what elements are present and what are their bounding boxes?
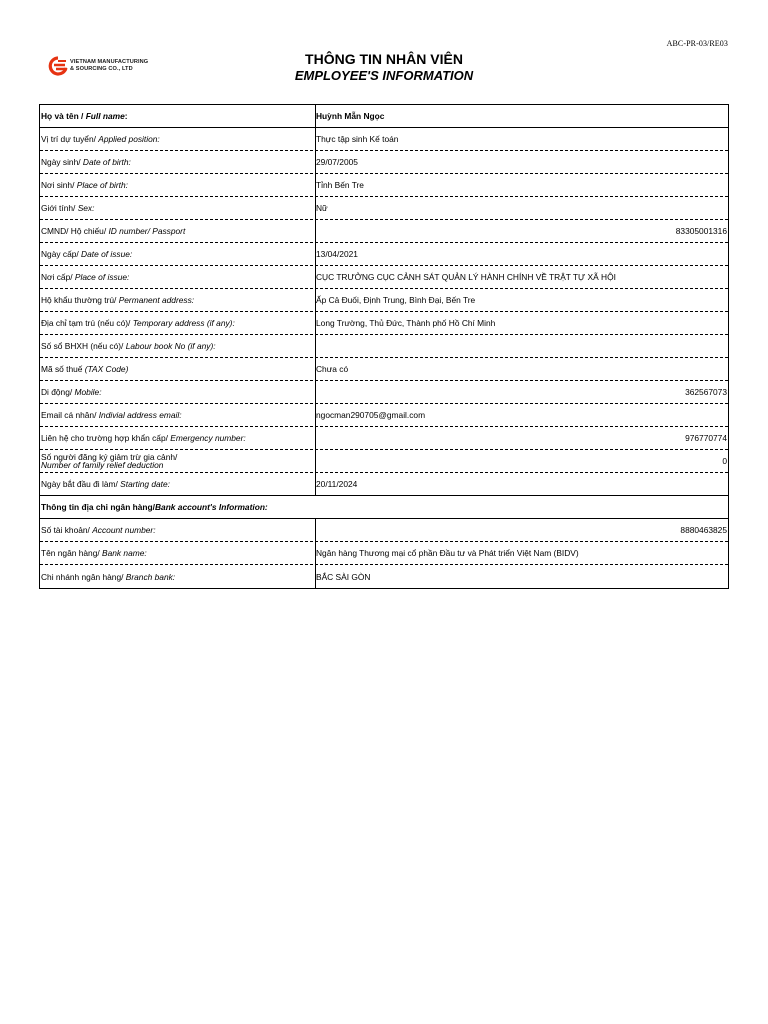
field-value (316, 335, 728, 357)
field-label (40, 220, 316, 242)
field-label-vn: Họ và tên / (41, 111, 86, 121)
table-row (40, 151, 728, 174)
field-value: 8880463825 (680, 525, 727, 535)
field-value: 83305001316 (675, 226, 727, 236)
field-label (40, 335, 316, 357)
field-label (40, 427, 316, 449)
field-label-en: Bank name: (102, 548, 147, 558)
bank-section-header (40, 496, 728, 519)
field-label-vn: Liên hệ cho trường hợp khẩn cấp/ (41, 433, 171, 443)
field-label-vn: Tên ngân hàng/ (41, 548, 103, 558)
field-label-en: Branch bank: (125, 571, 176, 582)
field-label (40, 289, 316, 311)
field-label-vn: Hộ khẩu thường trú/ (41, 295, 119, 305)
table-row (40, 266, 728, 289)
field-label-en: Sex: (77, 203, 95, 213)
field-label (40, 151, 316, 173)
table-row (40, 473, 728, 496)
field-label (40, 128, 316, 150)
bank-section-label (40, 496, 728, 518)
table-row (40, 105, 728, 128)
table-row (40, 404, 728, 427)
field-value: Ấp Cả Đuối, Định Trung, Bình Đại, Bến Tre (316, 295, 476, 305)
field-label-suffix: : (124, 111, 128, 121)
field-label-vn: Số tài khoản/ (41, 525, 93, 535)
field-label-vn: Ngày sinh/ (41, 157, 83, 167)
field-label-vn: Di động/ (41, 387, 75, 397)
table-row (40, 427, 728, 450)
field-label-vn: Email cá nhân/ (41, 410, 99, 420)
field-label-en: Starting date: (120, 479, 170, 489)
field-label-vn: Nơi cấp/ (41, 272, 75, 282)
field-value: Huỳnh Mẫn Ngọc (316, 111, 385, 121)
field-value: Chưa có (316, 364, 349, 374)
table-row (40, 243, 728, 266)
field-value: 976770774 (685, 433, 727, 443)
field-label-en: Temporary address (if any): (132, 318, 235, 328)
field-label-vn: Chi nhánh ngân hàng/ (41, 571, 126, 582)
table-row (40, 312, 728, 335)
field-value: 29/07/2005 (316, 157, 358, 167)
field-label (40, 404, 316, 426)
field-value: BẮC SÀI GÒN (316, 571, 371, 582)
field-label-vn: Giới tính/ (41, 203, 78, 213)
table-row (40, 519, 728, 542)
table-row (40, 358, 728, 381)
field-value: Ngân hàng Thương mại cổ phần Đầu tư và Phát triển Việt Nam (BIDV) (316, 548, 579, 558)
field-label-vn: Vị trí dự tuyển/ (41, 134, 99, 144)
table-row (40, 128, 728, 151)
field-label-en: Date of birth: (82, 157, 131, 167)
field-value: 20/11/2024 (316, 479, 358, 489)
table-row (40, 220, 728, 243)
bank-section-label-vn: Thông tin địa chỉ ngân hàng/ (41, 502, 155, 512)
field-label-en: Permanent address: (118, 295, 195, 305)
field-label (40, 381, 316, 403)
page-title (0, 51, 768, 84)
field-label (40, 542, 316, 564)
field-label-vn: Số sổ BHXH (nếu có)/ (41, 341, 126, 351)
field-label-vn: Nơi sinh/ (41, 180, 77, 190)
field-label-vn: Ngày bắt đầu đi làm/ (41, 479, 121, 489)
field-label (40, 450, 316, 472)
field-label-vn: Số người đăng ký giảm trừ gia cảnh/ (41, 451, 178, 462)
table-row (40, 174, 728, 197)
field-label-en: Date of issue: (81, 249, 133, 259)
field-label-vn: Ngày cấp/ (41, 249, 82, 259)
field-label-en: Place of issue: (74, 272, 130, 282)
field-label-en: Applied position: (98, 134, 160, 144)
field-label (40, 358, 316, 380)
field-label-en: Indivial address email: (98, 410, 182, 420)
field-value: Long Trường, Thủ Đức, Thành phố Hồ Chí Minh (316, 318, 496, 328)
field-label (40, 519, 316, 541)
field-value: Tỉnh Bến Tre (316, 180, 364, 190)
field-value: ngocman290705@gmail.com (316, 410, 426, 420)
title-english: EMPLOYEE'S INFORMATION (294, 68, 474, 83)
field-label (40, 266, 316, 288)
field-value: 13/04/2021 (316, 249, 358, 259)
table-row (40, 450, 728, 473)
field-label-en: Mobile: (74, 387, 102, 397)
table-row (40, 542, 728, 565)
field-label-en: Place of birth: (76, 180, 128, 190)
title-vietnamese: THÔNG TIN NHÂN VIÊN (305, 51, 463, 67)
field-value: 362567073 (685, 387, 727, 397)
field-label-vn: Địa chỉ tạm trú (nếu có)/ (41, 318, 133, 328)
table-row (40, 565, 728, 588)
field-label-en: (TAX Code) (84, 364, 129, 374)
field-label-vn: CMND/ Hộ chiếu/ (41, 226, 109, 236)
field-label (40, 197, 316, 219)
field-value: CỤC TRƯỞNG CỤC CẢNH SÁT QUẢN LÝ HÀNH CHÍNH VỀ TRẬT TỰ XÃ HỘI (316, 272, 616, 282)
field-label (40, 243, 316, 265)
table-row (40, 381, 728, 404)
field-value: Thực tập sinh Kế toán (316, 134, 399, 144)
field-value: Nữ (316, 203, 328, 213)
bank-section-label-en: Bank account's Information: (154, 502, 268, 512)
field-label-en: Number of family relief deduction (41, 460, 164, 470)
employee-info-table (39, 104, 729, 589)
field-label-en: Labour book No (if any): (125, 341, 216, 351)
document-code: ABC-PR-03/RE03 (666, 39, 728, 48)
table-row (40, 335, 728, 358)
field-label (40, 105, 316, 127)
table-row (40, 197, 728, 220)
field-label (40, 565, 316, 588)
field-label (40, 473, 316, 495)
field-label-en: Full name (85, 111, 125, 121)
field-label (40, 312, 316, 334)
field-label-en: Account number: (92, 525, 156, 535)
field-label-en: ID number/ Passport (108, 226, 186, 236)
field-value: 0 (722, 456, 727, 466)
company-name-line2: & SOURCING CO., LTD (70, 66, 133, 72)
company-name-line1: VIETNAM MANUFACTURING (70, 59, 149, 65)
table-row (40, 289, 728, 312)
field-label-en: Emergency number: (170, 433, 246, 443)
field-label-vn: Mã số thuế (41, 364, 85, 374)
field-label (40, 174, 316, 196)
